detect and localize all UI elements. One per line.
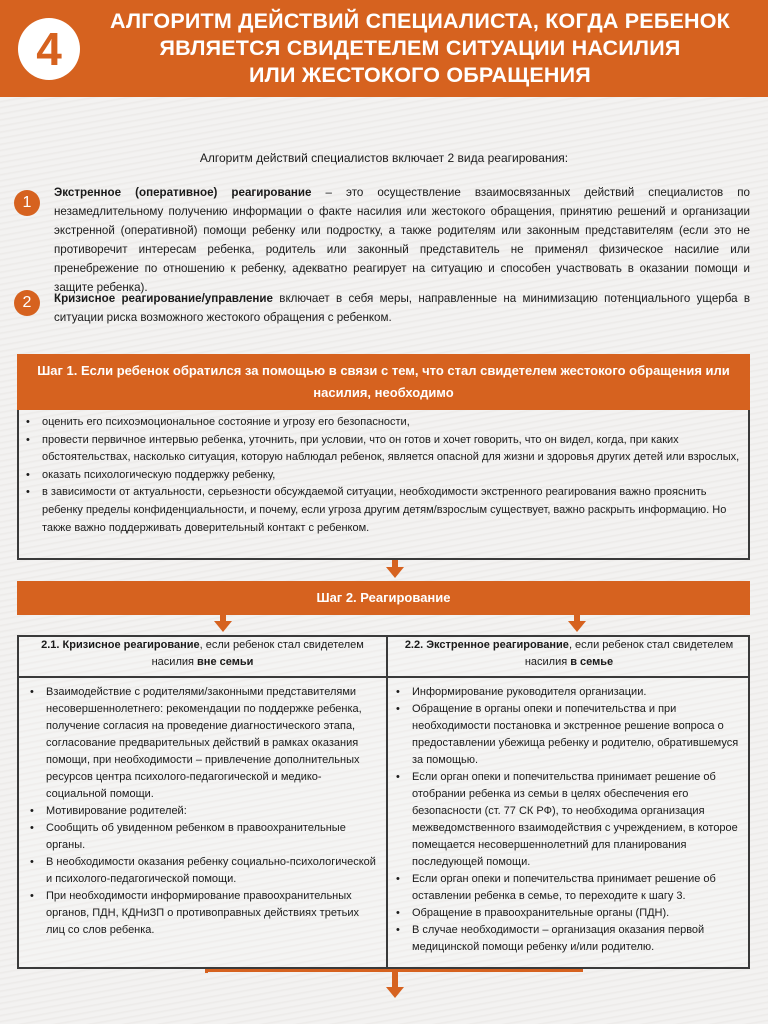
list-item: • оказать психологическую поддержку ребенку, bbox=[26, 467, 742, 485]
type-2-text: включает в себя меры, направленные на минимизацию потенциального ущерба в ситуации риска возможного жестокого обращения с ребенком. bbox=[54, 292, 751, 324]
divider bbox=[386, 676, 750, 678]
list-item: • В необходимости оказания ребенку социально-психологической и психолого-педагогической помощи. bbox=[30, 854, 380, 888]
step-number-badge: 4 bbox=[18, 18, 80, 80]
page-title bbox=[95, 8, 745, 89]
list-item: • Сообщить об увиденном ребенком в правоохранительные органы. bbox=[30, 820, 380, 854]
list-item: • оценить его психоэмоциональное состояние и угрозу его безопасности, bbox=[26, 414, 742, 432]
arrow-down-icon bbox=[568, 621, 586, 632]
connector-line bbox=[580, 969, 583, 972]
type-2-badge: 2 bbox=[14, 290, 40, 316]
emergency-response-list bbox=[396, 684, 742, 956]
step-1-title-line-2: насилия, необходимо bbox=[313, 385, 454, 400]
title-line-1: АЛГОРИТМ ДЕЙСТВИЙ СПЕЦИАЛИСТА, КОГДА РЕБЕНОК bbox=[110, 9, 730, 33]
arrow-down-icon bbox=[386, 567, 404, 578]
list-item: • провести первичное интервью ребенка, уточнить, при условии, что он готов и хочет говорить, что он видел, когда, при каких обстоятельствах, насколько ситуация, которую наблюдал ребенок, является опасной для жизни и здоровья других детей или взрослых, bbox=[26, 432, 742, 467]
list-item: • Информирование руководителя организации. bbox=[396, 684, 742, 701]
crisis-response-heading bbox=[24, 637, 381, 671]
emergency-heading-bold: в семье bbox=[570, 656, 614, 668]
arrow-down-icon bbox=[214, 621, 232, 632]
type-2-description bbox=[54, 289, 750, 327]
list-item: • При необходимости информирование правоохранительных органов, ПДН, КДНиЗП о противоправных действиях третьих лиц со слов ребенка. bbox=[30, 888, 380, 939]
intro-text: Алгоритм действий специалистов включает 2 вида реагирования: bbox=[199, 151, 569, 165]
type-1-description bbox=[54, 183, 750, 297]
page-header bbox=[0, 0, 768, 97]
divider bbox=[17, 676, 388, 678]
type-2-term: Кризисное реагирование/управление bbox=[54, 292, 273, 305]
list-item: • Обращение в правоохранительные органы (ПДН). bbox=[396, 905, 742, 922]
list-item: • в зависимости от актуальности, серьезности обсуждаемой ситуации, необходимости экстренного реагирования важно прояснить ребенку пределы конфиденциальности, и почему, если угроза другим детям/взрослым существует, важно раскрыть информацию. Но также важно поддерживать доверительный контакт с ребенком. bbox=[26, 484, 742, 537]
crisis-heading-bold: вне семьи bbox=[197, 656, 254, 668]
crisis-heading-term: Кризисное реагирование bbox=[62, 639, 200, 651]
type-1-badge: 1 bbox=[14, 190, 40, 216]
list-item: • Обращение в органы опеки и попечительства и при необходимости постановка и экстренное решение вопроса о предоставлении убежища ребенку и родителю, обратившемуся за помощью. bbox=[396, 701, 742, 769]
step-1-heading bbox=[17, 354, 750, 410]
list-item: • Если орган опеки и попечительства принимает решение об отобрании ребенка из семьи в целях обеспечения его безопасности (ст. 77 СК РФ), то необходима организация межведомственного взаимодействия с учреждением, в которое помещается несовершеннолетний для планирования последующей помощи. bbox=[396, 769, 742, 871]
crisis-heading-text: , если ребенок стал свидетелем насилия bbox=[151, 639, 364, 668]
type-1-term: Экстренное (оперативное) реагирование bbox=[54, 186, 312, 199]
list-item: • В случае необходимости – организация оказания первой медицинской помощи ребенку и/или родителю. bbox=[396, 922, 742, 956]
emergency-heading-num: 2.2. bbox=[404, 639, 427, 651]
arrow-stem bbox=[392, 970, 398, 988]
list-item: • Взаимодействие с родителями/законными представителями несовершеннолетнего: рекомендации по поддержке ребенка, получение согласия на проведение диагностического этапа, согласование предварительных действий в рамках оказания помощи, при необходимости – привлечение дополнительных ресурсов центра психолого-педагогической и медико-социальной помощи. bbox=[30, 684, 380, 803]
step-2-heading: Шаг 2. Реагирование bbox=[17, 581, 750, 615]
type-1-text: – это осуществление взаимосвязанных действий специалистов по незамедлительному получению информации о факте насилия или жестокого обращения, принятию решений и организации экстренной (оперативной) помощи ребенку или подростку, а также родителям или законным представителям (если это не противоречит интересам ребенка, родитель или законный представитель не применял физическое насилие или пренебрежение по отношению к ребенку, адекватно реагирует на ситуацию и способен участвовать в оказании помощи и защите ребенка). bbox=[54, 186, 750, 294]
step-1-title-line-1: Шаг 1. Если ребенок обратился за помощью в связи с тем, что стал свидетелем жестокого обращения или bbox=[37, 363, 730, 378]
arrow-down-icon bbox=[386, 987, 404, 998]
list-item: • Мотивирование родителей: bbox=[30, 803, 380, 820]
title-line-2: ЯВЛЯЕТСЯ СВИДЕТЕЛЕМ СИТУАЦИИ НАСИЛИЯ bbox=[159, 36, 681, 60]
list-item: • Если орган опеки и попечительства принимает решение об оставлении ребенка в семье, то переходите к шагу 3. bbox=[396, 871, 742, 905]
emergency-response-heading bbox=[394, 637, 744, 671]
emergency-heading-text: , если ребенок стал свидетелем насилия bbox=[524, 639, 734, 668]
title-line-3: ИЛИ ЖЕСТОКОГО ОБРАЩЕНИЯ bbox=[249, 63, 591, 87]
step-1-list bbox=[26, 414, 742, 537]
emergency-heading-term: Экстренное реагирование bbox=[426, 639, 569, 651]
crisis-response-list bbox=[30, 684, 380, 939]
crisis-heading-num: 2.1. bbox=[41, 639, 63, 651]
